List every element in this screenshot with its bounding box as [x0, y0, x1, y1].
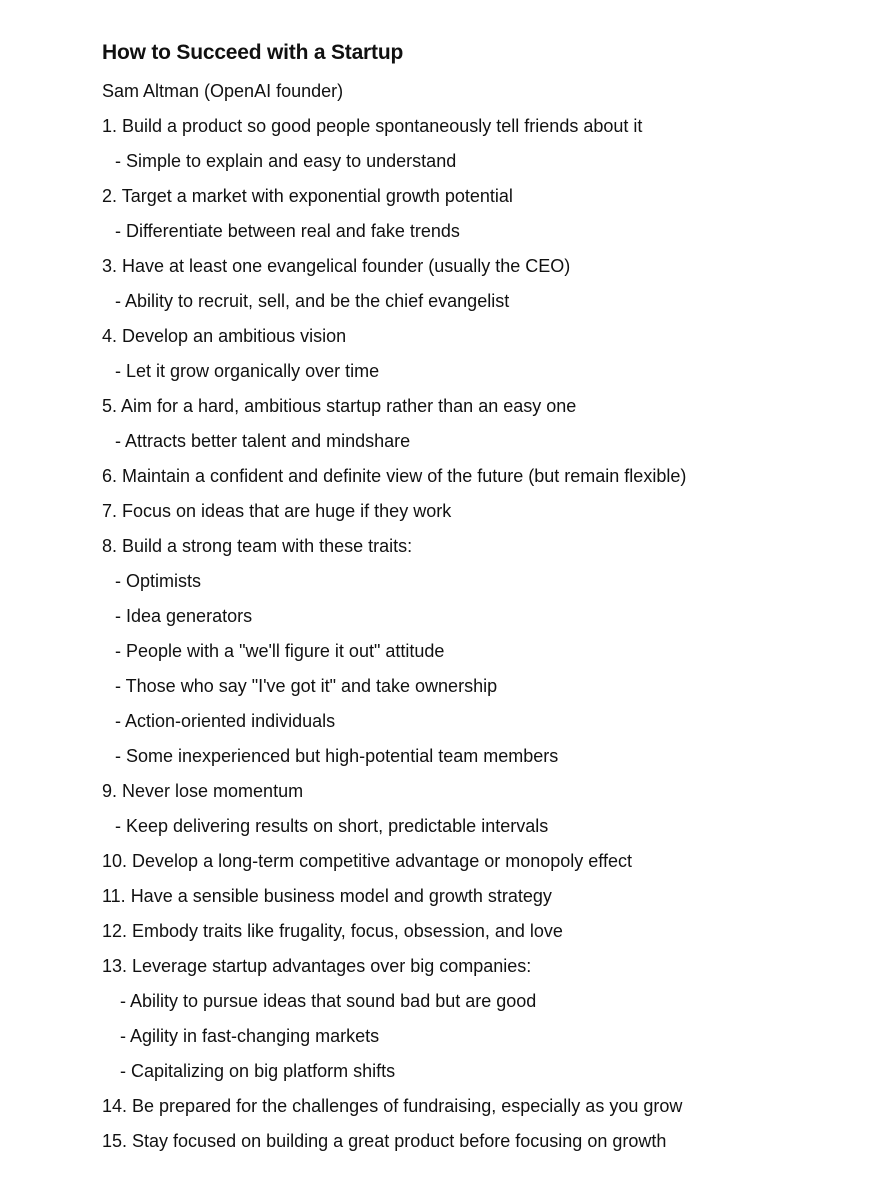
list-item: 1. Build a product so good people spontaneously tell friends about it	[102, 116, 643, 136]
sub-list-item: - Let it grow organically over time	[115, 361, 380, 381]
list-item: 6. Maintain a confident and definite view of the future (but remain flexible)	[102, 466, 687, 486]
list-item: 11. Have a sensible business model and growth strategy	[102, 886, 552, 906]
list-item: 15. Stay focused on building a great product before focusing on growth	[102, 1131, 667, 1151]
sub-list-item: - Keep delivering results on short, predictable intervals	[115, 816, 549, 836]
list-item: 8. Build a strong team with these traits:	[102, 536, 413, 556]
document-title: How to Succeed with a Startup	[102, 41, 404, 64]
list-item: 12. Embody traits like frugality, focus, obsession, and love	[102, 921, 563, 941]
sub-list-item: - People with a "we'll figure it out" attitude	[115, 641, 445, 661]
list-item: 13. Leverage startup advantages over big companies:	[102, 956, 532, 976]
list-item: 10. Develop a long-term competitive advantage or monopoly effect	[102, 851, 632, 871]
sub-list-item: - Differentiate between real and fake trends	[115, 221, 460, 241]
sub-list-item: - Agility in fast-changing markets	[120, 1026, 380, 1046]
list-item: 7. Focus on ideas that are huge if they work	[102, 501, 452, 521]
tips-list	[102, 109, 871, 1159]
list-item: 4. Develop an ambitious vision	[102, 326, 347, 346]
sub-list-item: - Attracts better talent and mindshare	[115, 431, 411, 451]
sub-list-item: - Optimists	[115, 571, 202, 591]
list-item: 14. Be prepared for the challenges of fundraising, especially as you grow	[102, 1096, 683, 1116]
list-item: 9. Never lose momentum	[102, 781, 304, 801]
sub-list-item: - Simple to explain and easy to understand	[115, 151, 457, 171]
sub-list-item: - Capitalizing on big platform shifts	[120, 1061, 396, 1081]
document-body	[102, 37, 871, 1159]
sub-list-item: - Some inexperienced but high-potential team members	[115, 746, 559, 766]
sub-list-item: - Those who say "I've got it" and take ownership	[115, 676, 498, 696]
list-item: 2. Target a market with exponential growth potential	[102, 186, 513, 206]
list-item: 3. Have at least one evangelical founder (usually the CEO)	[102, 256, 571, 276]
sub-list-item: - Idea generators	[115, 606, 253, 626]
sub-list-item: - Action-oriented individuals	[115, 711, 336, 731]
sub-list-item: - Ability to pursue ideas that sound bad but are good	[120, 991, 537, 1011]
author-line: Sam Altman (OpenAI founder)	[102, 81, 344, 101]
list-item: 5. Aim for a hard, ambitious startup rather than an easy one	[102, 396, 577, 416]
sub-list-item: - Ability to recruit, sell, and be the chief evangelist	[115, 291, 510, 311]
